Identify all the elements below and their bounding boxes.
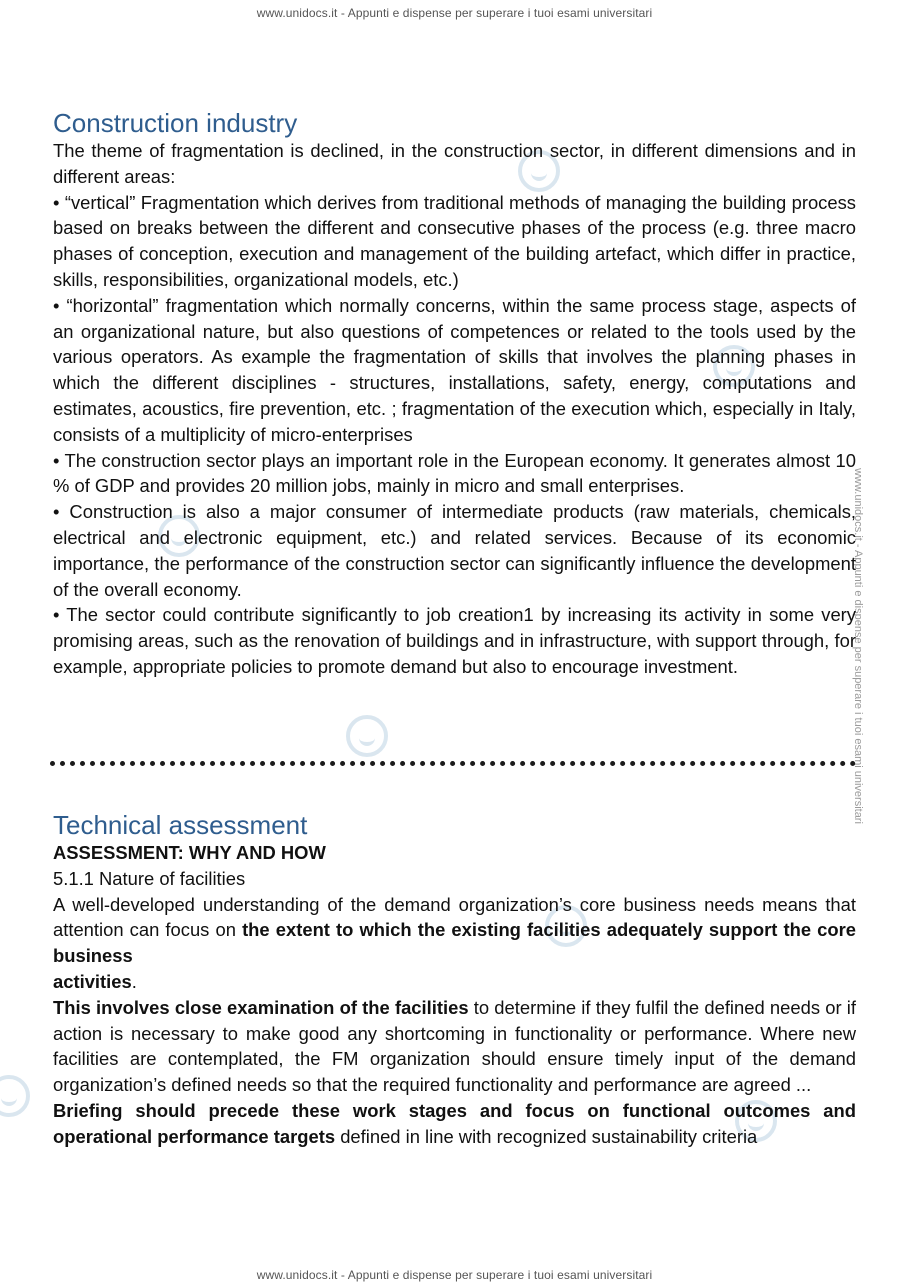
subheading: ASSESSMENT: WHY AND HOW xyxy=(53,842,326,863)
text-normal: defined in line with recognized sustainability criteria xyxy=(335,1125,758,1147)
paragraph: The theme of fragmentation is declined, in the construction sector, in different dimensions and in different areas: xyxy=(53,140,856,187)
watermark-banner-bottom: www.unidocs.it - Appunti e dispense per superare i tuoi esami universitari xyxy=(256,1268,653,1282)
paragraph-understanding xyxy=(53,892,856,969)
text-bold: This involves close examination of the facilities xyxy=(53,996,469,1018)
section-body xyxy=(53,866,856,1150)
text-bold: activities xyxy=(53,970,132,992)
paragraph-briefing xyxy=(53,1098,856,1150)
section-title: Technical assessment xyxy=(53,810,308,840)
subsection-title: 5.1.1 Nature of facilities xyxy=(53,867,246,889)
text-normal: A well-developed understanding of the demand organization’s core business needs means that attention can focus on xyxy=(53,893,856,941)
bullet-intermediate-products: • Construction is also a major consumer of intermediate products (raw materials, chemicals, electrical and electronic equipment, etc.) and related services. Because of its economic importance, the performance of the construction sector can significantly influence the development of the overall economy. xyxy=(53,501,856,600)
watermark-banner-top: www.unidocs.it - Appunti e dispense per superare i tuoi esami universitari xyxy=(256,6,653,20)
bullet-vertical-fragmentation: • “vertical” Fragmentation which derives from traditional methods of managing the building process based on breaks between the different and consecutive phases of the process (e.g. three macro phases of conception, execution and management of the building artefact, which differ in practice, skills, responsibilities, organizational models, etc.) xyxy=(53,191,856,290)
unidocs-logo-icon xyxy=(0,1075,30,1117)
section-technical-assessment xyxy=(53,810,856,1150)
section-title: Construction industry xyxy=(53,108,298,138)
paragraph-examination xyxy=(53,995,856,1098)
watermark-side-right: www.unidocs.it - Appunti e dispense per superare i tuoi esami universitari xyxy=(851,468,864,824)
section-body xyxy=(53,138,856,680)
paragraph-activities xyxy=(53,969,856,995)
bullet-horizontal-fragmentation: • “horizontal” fragmentation which normally concerns, within the same process stage, aspects of an organizational nature, but also questions of competences or related to the tools used by the various operators. As example the fragmentation of skills that involves the planning phases in which the different disciplines - structures, installations, safety, energy, computations and estimates, acoustics, fire prevention, etc. ; fragmentation of the execution which, especially in Italy, consists of a multiplicity of micro-enterprises xyxy=(53,294,856,445)
dotted-divider xyxy=(50,761,856,766)
bullet-job-creation: • The sector could contribute significantly to job creation1 by increasing its activity in some very promising areas, such as the renovation of buildings and in infrastructure, with support through, for example, appropriate policies to promote demand but also to encourage investment. xyxy=(53,604,856,677)
text-bold: Briefing should precede these work stages and focus on functional outcomes and operational performance targets xyxy=(53,1099,856,1147)
section-construction-industry xyxy=(53,108,856,680)
text-normal: . xyxy=(131,970,137,992)
text-bold: the extent to which the existing facilities adequately support the core business xyxy=(53,919,856,967)
text-normal: to determine if they fulfil the defined needs or if action is necessary to make good any shortcoming in functionality or performance. Where new facilities are contemplated, the FM organization should ensure timely input of the demand organization’s defined needs so that the required functionality and performance are agreed ... xyxy=(53,996,856,1096)
bullet-european-economy: • The construction sector plays an important role in the European economy. It generates almost 10 % of GDP and provides 20 million jobs, mainly in micro and small enterprises. xyxy=(53,449,856,497)
unidocs-logo-icon xyxy=(346,715,388,757)
